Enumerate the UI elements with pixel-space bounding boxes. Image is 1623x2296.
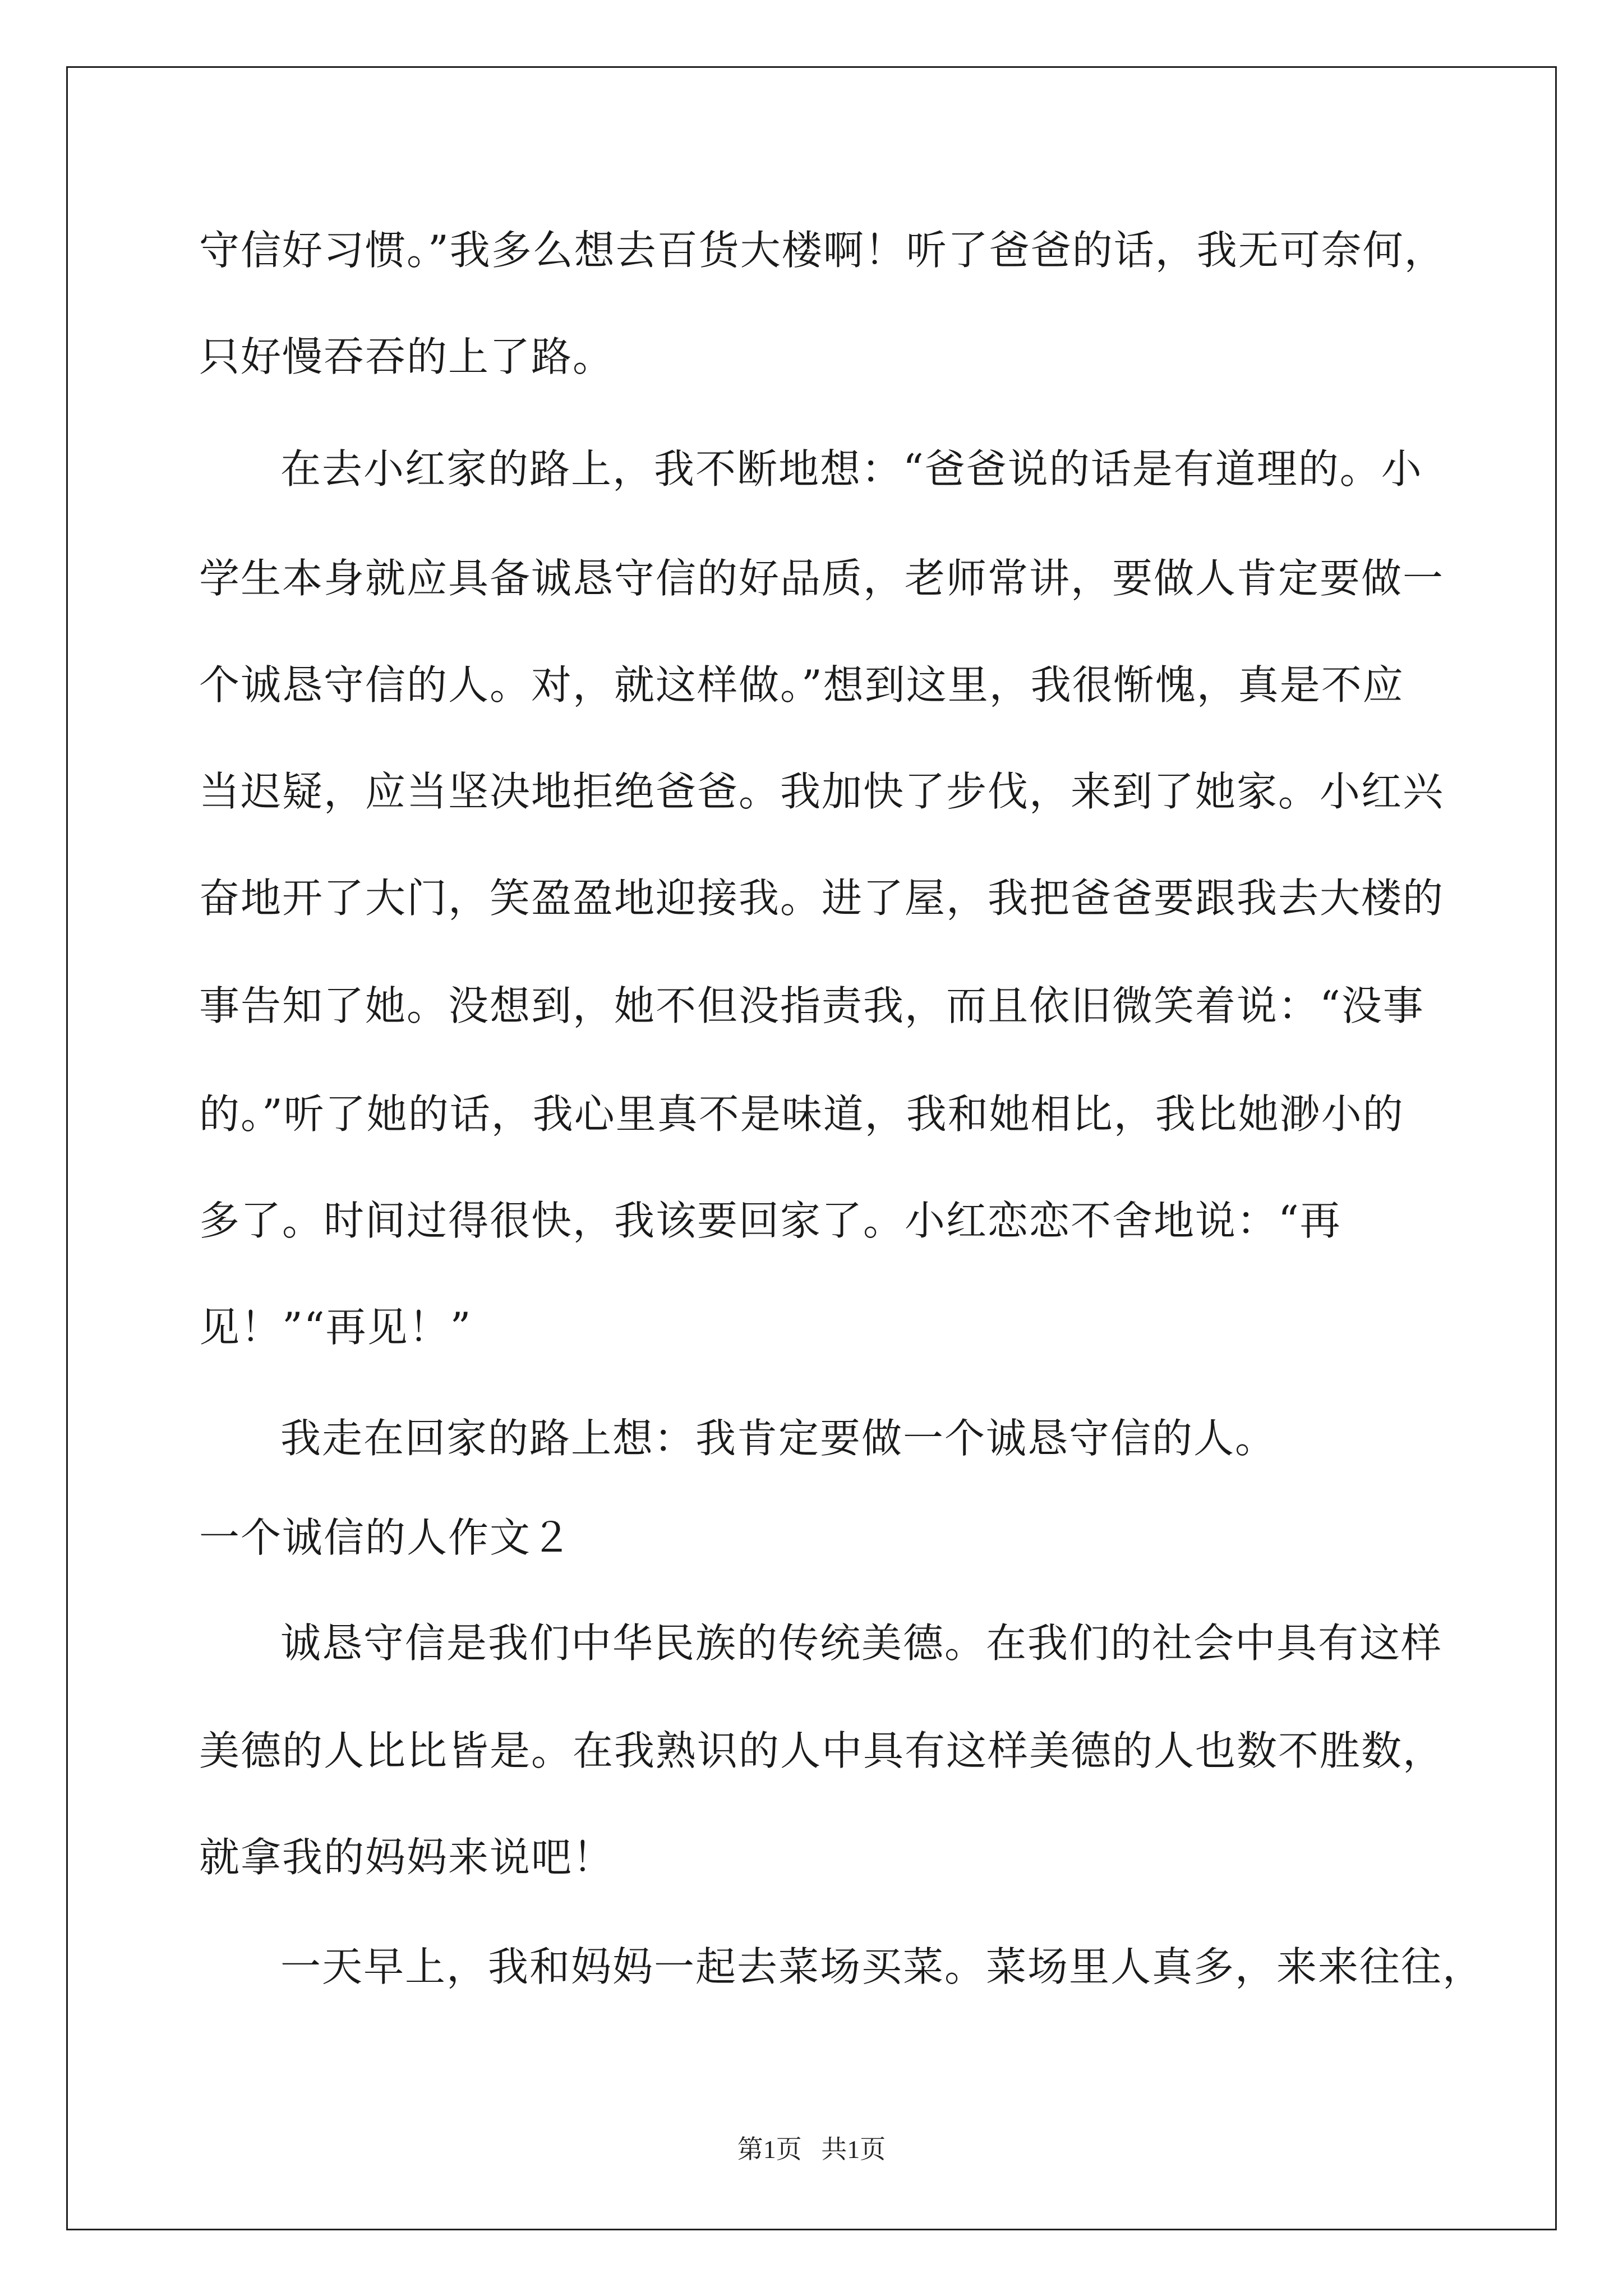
text-line: 我走在回家的路上想：我肯定要做一个诚恳守信的人。 bbox=[280, 1415, 1277, 1462]
text-line: 只好慢吞吞的上了路。 bbox=[199, 333, 615, 380]
page-border bbox=[66, 66, 1557, 2230]
text-line: 当迟疑，应当坚决地拒绝爸爸。我加快了步伐，来到了她家。小红兴 bbox=[199, 768, 1445, 815]
text-line: 在去小红家的路上，我不断地想：“爸爸说的话是有道理的。小 bbox=[280, 445, 1423, 493]
text-line: 守信好习惯。”我多么想去百货大楼啊！听了爸爸的话，我无可奈何， bbox=[199, 227, 1446, 274]
page-number-footer: 第1页 共1页 bbox=[737, 2135, 886, 2164]
text-line: 学生本身就应具备诚恳守信的好品质，老师常讲，要做人肯定要做一 bbox=[199, 555, 1445, 602]
text-line: 诚恳守信是我们中华民族的传统美德。在我们的社会中具有这样 bbox=[280, 1619, 1443, 1667]
text-line: 事告知了她。没想到，她不但没指责我，而且依旧微笑着说：“没事 bbox=[199, 982, 1424, 1029]
text-line: 就拿我的妈妈来说吧！ bbox=[199, 1834, 615, 1881]
text-line: 美德的人比比皆是。在我熟识的人中具有这样美德的人也数不胜数， bbox=[199, 1727, 1445, 1774]
text-line: 见！”“再见！” bbox=[199, 1304, 472, 1351]
text-line: 多了。时间过得很快，我该要回家了。小红恋恋不舍地说：“再 bbox=[199, 1197, 1341, 1244]
section-heading: 一个诚信的人作文２ bbox=[199, 1514, 573, 1561]
text-line: 一天早上，我和妈妈一起去菜场买菜。菜场里人真多，来来往往， bbox=[280, 1943, 1484, 1990]
text-line: 的。”听了她的话，我心里真不是味道，我和她相比，我比她渺小的 bbox=[199, 1091, 1404, 1138]
text-line: 个诚恳守信的人。对，就这样做。”想到这里，我很惭愧，真是不应 bbox=[199, 661, 1404, 708]
text-line: 奋地开了大门，笑盈盈地迎接我。进了屋，我把爸爸要跟我去大楼的 bbox=[199, 875, 1445, 922]
